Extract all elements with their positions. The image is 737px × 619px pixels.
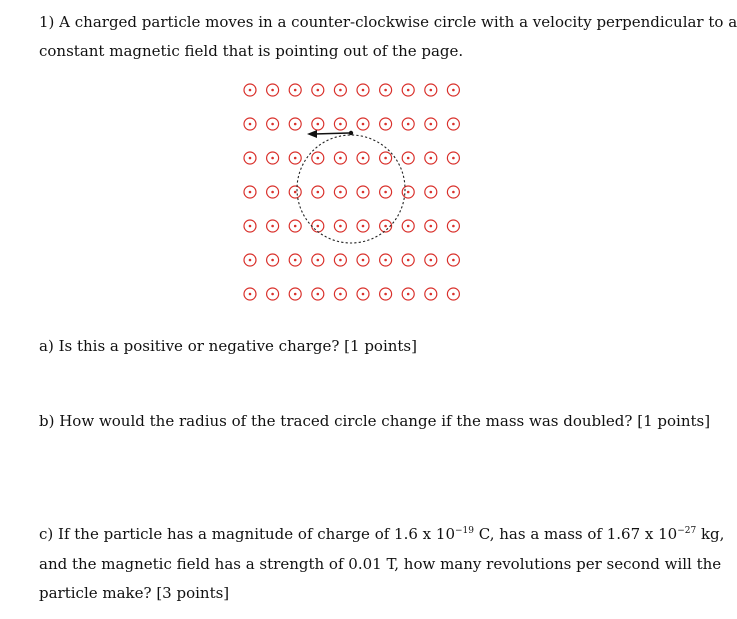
field-out-of-page-symbol bbox=[402, 186, 414, 198]
field-out-of-page-symbol bbox=[357, 118, 369, 130]
charge-exponent: −19 bbox=[455, 526, 474, 536]
field-out-of-page-symbol bbox=[289, 186, 301, 198]
field-out-of-page-symbol bbox=[334, 84, 346, 96]
field-out-of-page-symbol bbox=[334, 254, 346, 266]
question-a: a) Is this a positive or negative charge? [1 points] bbox=[39, 337, 417, 355]
field-out-of-page-symbol bbox=[425, 220, 437, 232]
field-out-of-page-symbol bbox=[357, 220, 369, 232]
field-out-of-page-symbol bbox=[267, 152, 279, 164]
question-c-middle: C, has a mass of 1.67 x 10 bbox=[474, 525, 678, 543]
question-c-suffix: kg, bbox=[696, 525, 725, 543]
question-c-line-3: particle make? [3 points] bbox=[39, 584, 230, 602]
question-b: b) How would the radius of the traced circle change if the mass was doubled? [1 points] bbox=[39, 412, 711, 430]
field-out-of-page-symbol bbox=[312, 84, 324, 96]
field-out-of-page-symbol bbox=[425, 152, 437, 164]
field-out-of-page-symbol bbox=[289, 118, 301, 130]
velocity-arrow-shaft bbox=[314, 133, 349, 134]
question-c-line-2: and the magnetic field has a strength of 0.01 T, how many revolutions per second will the bbox=[39, 555, 722, 573]
field-out-of-page-symbol bbox=[380, 288, 392, 300]
field-out-of-page-symbol bbox=[425, 118, 437, 130]
field-out-of-page-symbol bbox=[380, 152, 392, 164]
field-out-of-page-symbol bbox=[244, 288, 256, 300]
velocity-arrowhead bbox=[307, 130, 317, 138]
field-out-of-page-symbol bbox=[425, 84, 437, 96]
field-out-of-page-symbol bbox=[357, 254, 369, 266]
field-out-of-page-symbol bbox=[425, 288, 437, 300]
field-out-of-page-symbol bbox=[334, 118, 346, 130]
field-out-of-page-symbol bbox=[334, 220, 346, 232]
charged-particle bbox=[349, 131, 353, 135]
field-out-of-page-symbol bbox=[380, 186, 392, 198]
field-out-of-page-symbol bbox=[380, 118, 392, 130]
question-c-line-1 bbox=[39, 525, 724, 543]
field-out-of-page-symbol bbox=[244, 118, 256, 130]
field-out-of-page-symbol bbox=[312, 288, 324, 300]
field-out-of-page-symbol bbox=[402, 84, 414, 96]
field-out-of-page-symbol bbox=[289, 84, 301, 96]
field-out-of-page-symbol bbox=[267, 118, 279, 130]
field-out-of-page-symbol bbox=[244, 220, 256, 232]
field-out-of-page-symbol bbox=[402, 288, 414, 300]
question-c-prefix: c) If the particle has a magnitude of charge of 1.6 x 10 bbox=[39, 525, 455, 543]
field-out-of-page-symbol bbox=[267, 254, 279, 266]
field-out-of-page-symbol bbox=[244, 186, 256, 198]
field-out-of-page-symbol bbox=[357, 84, 369, 96]
field-out-of-page-symbol bbox=[425, 254, 437, 266]
field-out-of-page-symbol bbox=[244, 84, 256, 96]
field-out-of-page-symbol bbox=[447, 118, 459, 130]
problem-intro-line-2: constant magnetic field that is pointing out of the page. bbox=[39, 42, 464, 60]
field-out-of-page-symbol bbox=[244, 254, 256, 266]
field-out-of-page-symbol bbox=[380, 84, 392, 96]
problem-intro-line-1: 1) A charged particle moves in a counter-clockwise circle with a velocity perpendicular to a bbox=[39, 13, 737, 31]
field-out-of-page-symbol bbox=[312, 152, 324, 164]
field-out-of-page-symbol bbox=[402, 220, 414, 232]
field-out-of-page-symbol bbox=[244, 152, 256, 164]
field-out-of-page-symbol bbox=[357, 186, 369, 198]
field-out-of-page-symbol bbox=[402, 118, 414, 130]
field-out-of-page-symbol bbox=[267, 220, 279, 232]
field-out-of-page-symbol bbox=[334, 288, 346, 300]
field-out-of-page-symbol bbox=[380, 254, 392, 266]
field-out-of-page-symbol bbox=[447, 220, 459, 232]
field-out-of-page-symbol bbox=[447, 288, 459, 300]
field-out-of-page-symbol bbox=[402, 254, 414, 266]
field-out-of-page-symbol bbox=[289, 288, 301, 300]
field-out-of-page-symbol bbox=[447, 254, 459, 266]
field-out-of-page-symbol bbox=[447, 152, 459, 164]
field-out-of-page-symbol bbox=[267, 186, 279, 198]
field-out-of-page-symbol bbox=[425, 186, 437, 198]
field-out-of-page-symbol bbox=[334, 152, 346, 164]
field-out-of-page-symbol bbox=[357, 152, 369, 164]
field-out-of-page-symbol bbox=[289, 254, 301, 266]
field-out-of-page-symbol bbox=[357, 288, 369, 300]
field-out-of-page-symbol bbox=[289, 152, 301, 164]
field-dots-layer bbox=[244, 84, 459, 300]
mass-exponent: −27 bbox=[677, 526, 697, 536]
field-out-of-page-symbol bbox=[312, 118, 324, 130]
field-out-of-page-symbol bbox=[312, 186, 324, 198]
field-out-of-page-symbol bbox=[402, 152, 414, 164]
field-out-of-page-symbol bbox=[447, 186, 459, 198]
field-out-of-page-symbol bbox=[289, 220, 301, 232]
field-out-of-page-symbol bbox=[267, 84, 279, 96]
field-out-of-page-symbol bbox=[312, 220, 324, 232]
field-out-of-page-symbol bbox=[267, 288, 279, 300]
field-out-of-page-symbol bbox=[447, 84, 459, 96]
field-out-of-page-symbol bbox=[312, 254, 324, 266]
field-out-of-page-symbol bbox=[334, 186, 346, 198]
